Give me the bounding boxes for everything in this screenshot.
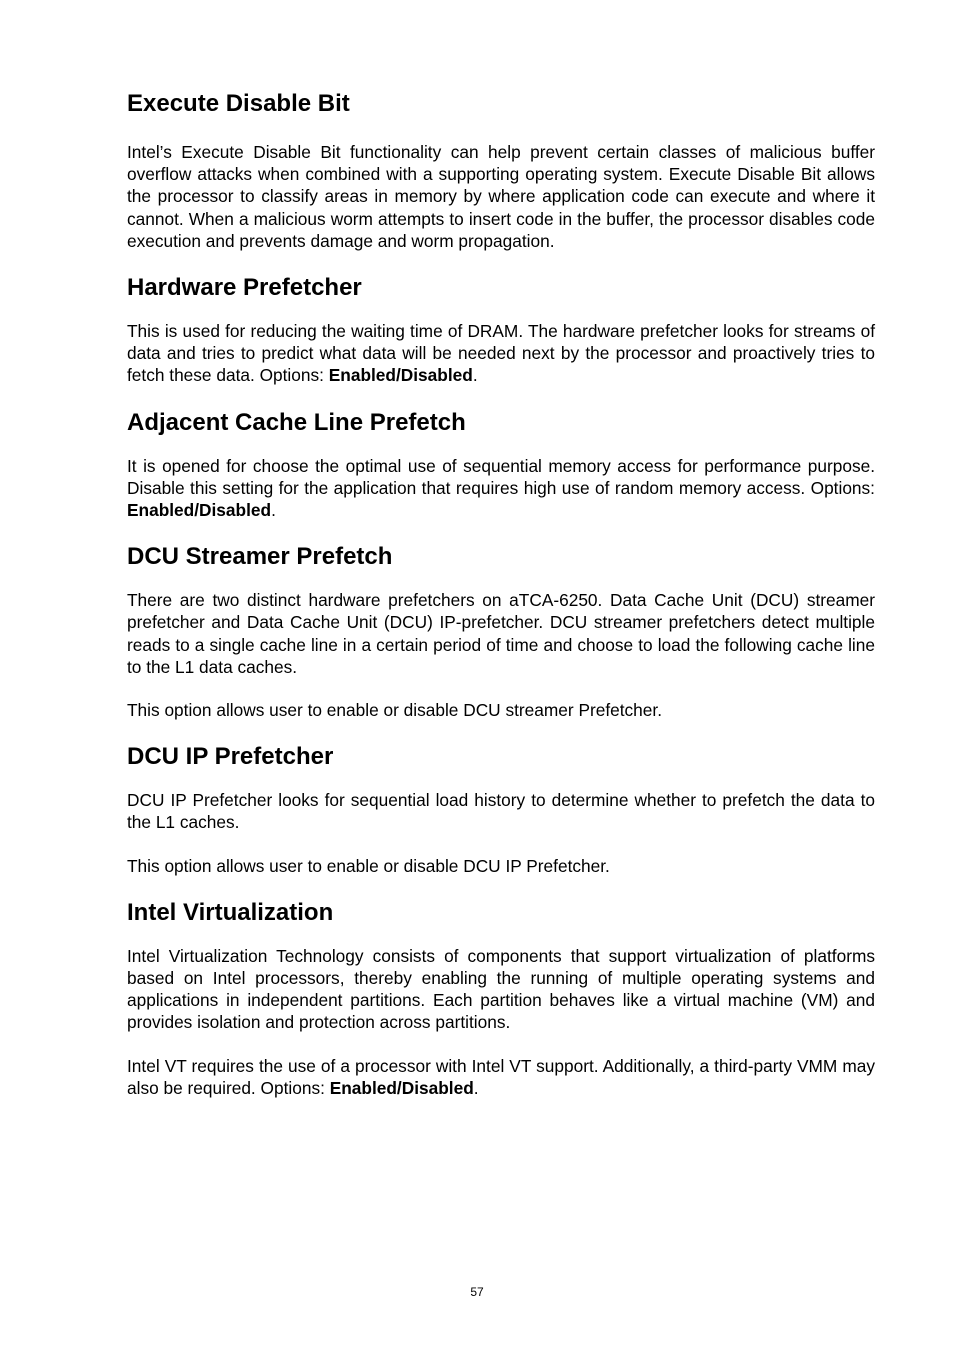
paragraph-end: . bbox=[473, 1077, 479, 1098]
section-title-adjacent-cache-line-prefetch: Adjacent Cache Line Prefetch bbox=[127, 408, 466, 436]
options-value: Enabled/Disabled bbox=[329, 1077, 474, 1098]
paragraph-text: Intel VT requires the use of a processor with Intel VT support. Additionally, a third-party VMM may also be required. Options: bbox=[127, 1055, 875, 1098]
section-title-intel-virtualization: Intel Virtualization bbox=[127, 898, 334, 926]
options-value: Enabled/Disabled bbox=[127, 500, 272, 521]
paragraph-intel-virtualization-2 bbox=[127, 1055, 875, 1099]
paragraph-adjacent-cache-line-prefetch bbox=[127, 455, 875, 522]
document-page bbox=[127, 88, 875, 1099]
paragraph-text: This is used for reducing the waiting time of DRAM. The hardware prefetcher looks for streams of data and tries to predict what data will be needed next by the processor and proactively tries to fetch these data. Options: bbox=[127, 321, 875, 386]
paragraph-dcu-ip-1: DCU IP Prefetcher looks for sequential load history to determine whether to prefetch the data to the L1 caches. bbox=[127, 790, 875, 833]
paragraph-dcu-ip-2: This option allows user to enable or disable DCU IP Prefetcher. bbox=[127, 855, 610, 876]
section-title-dcu-streamer-prefetch: DCU Streamer Prefetch bbox=[127, 543, 393, 571]
page-number: 57 bbox=[470, 1285, 484, 1299]
section-title-hardware-prefetcher: Hardware Prefetcher bbox=[127, 274, 362, 302]
paragraph-end: . bbox=[271, 500, 276, 521]
paragraph-dcu-streamer-1: There are two distinct hardware prefetchers on aTCA-6250. Data Cache Unit (DCU) streamer prefetcher and Data Cache Unit (DCU) IP-prefetcher. DCU streamer prefetchers detect multiple reads to a single cache line in a certain period of time and choose to load the following cache line to the L1 data caches. bbox=[127, 590, 875, 677]
section-title-execute-disable-bit: Execute Disable Bit bbox=[127, 90, 350, 117]
paragraph-intel-virtualization-1: Intel Virtualization Technology consists of components that support virtualization of platforms based on Intel processors, thereby enabling the running of multiple operating systems and applications in independent partitions. Each partition behaves like a virtual machine (VM) and provides isolation and protection across partitions. bbox=[127, 945, 875, 1033]
paragraph-end: . bbox=[472, 365, 478, 386]
paragraph-dcu-streamer-2: This option allows user to enable or disable DCU streamer Prefetcher. bbox=[127, 700, 663, 721]
section-title-dcu-ip-prefetcher: DCU IP Prefetcher bbox=[127, 743, 334, 771]
options-value: Enabled/Disabled bbox=[328, 365, 473, 386]
paragraph-execute-disable-bit: Intel’s Execute Disable Bit functionality can help prevent certain classes of malicious buffer overflow attacks when combined with a supporting operating system. Execute Disable Bit allows the processor to classify areas in memory by where application code can execute and where it cannot. When a malicious worm attempts to insert code in the buffer, the processor disables code execution and prevents damage and worm propagation. bbox=[127, 142, 875, 251]
paragraph-hardware-prefetcher bbox=[127, 320, 875, 387]
paragraph-text: It is opened for choose the optimal use of sequential memory access for performance purpose. Disable this setting for the application that requires high use of random memory access. Options: bbox=[127, 455, 875, 498]
